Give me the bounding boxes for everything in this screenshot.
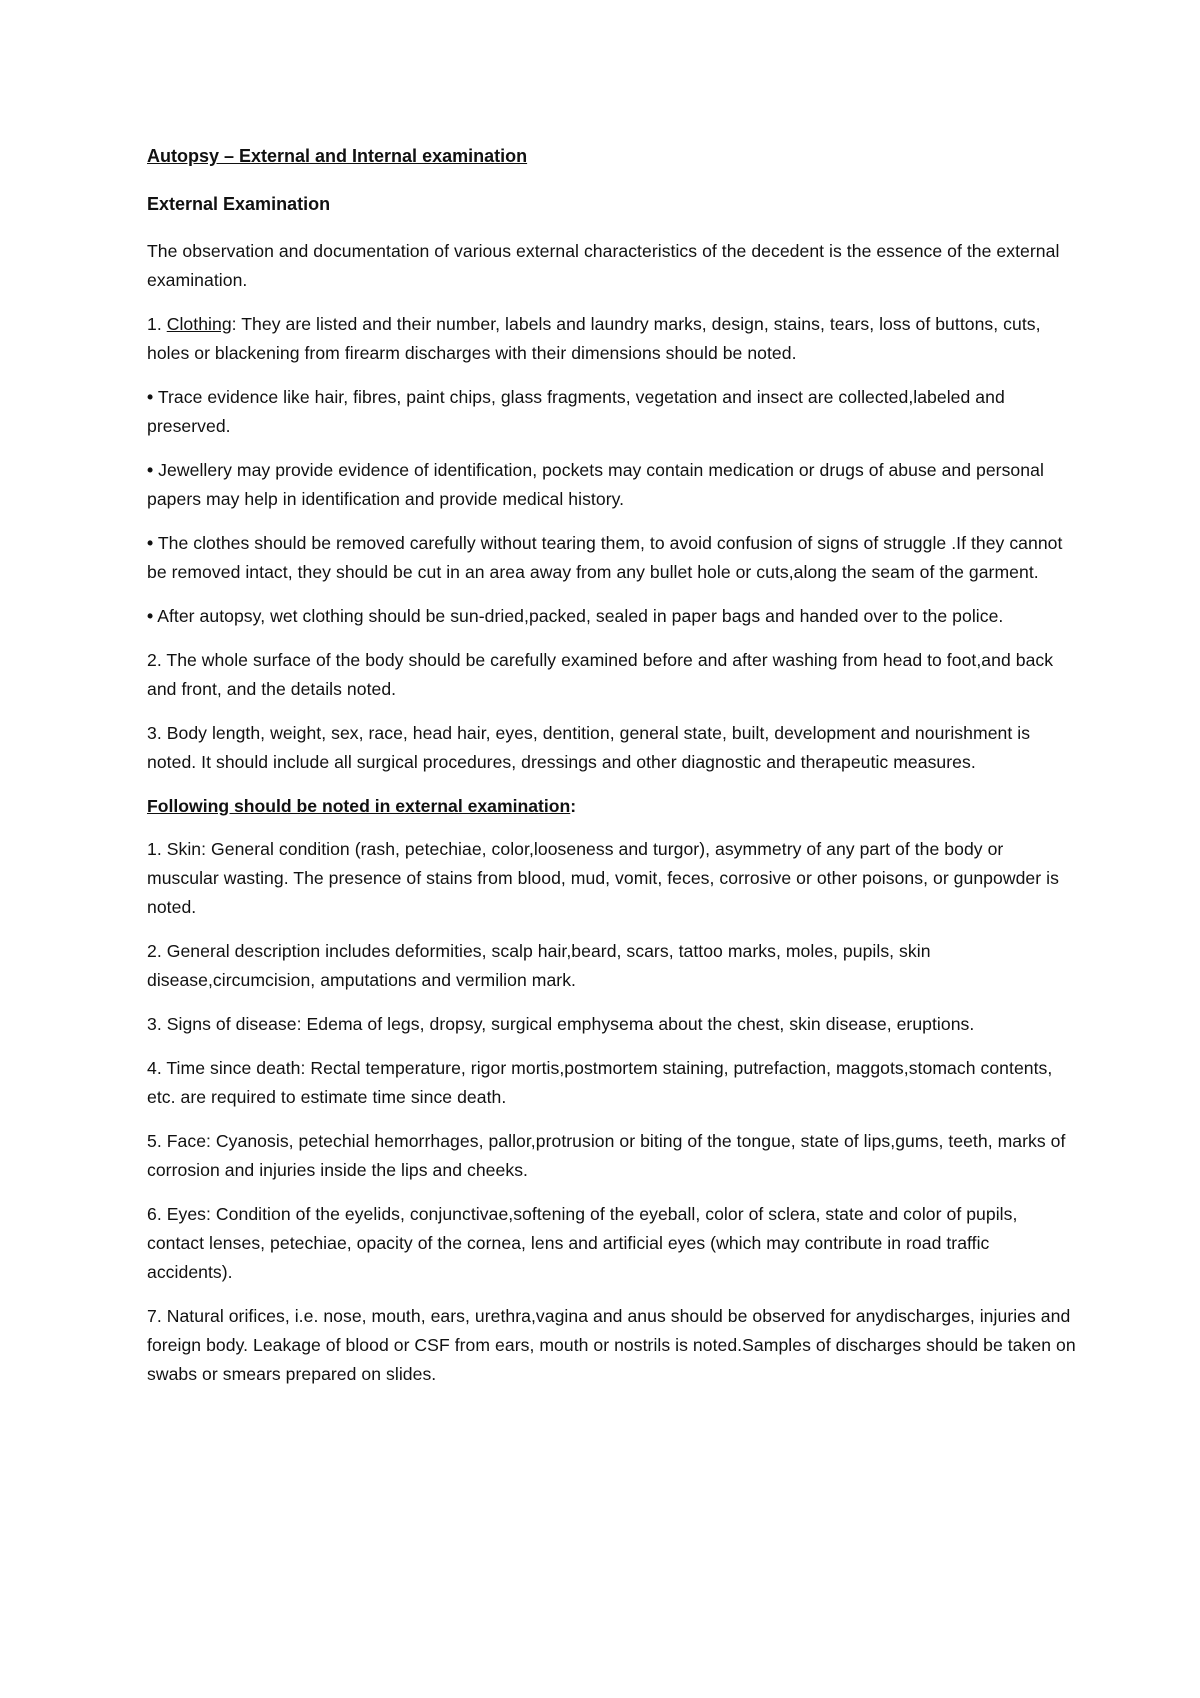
bullet-text: Trace evidence like hair, fibres, paint chips, glass fragments, vegetation and insect are collected,labeled and preserved. [147,387,1005,436]
following-heading-colon: : [570,796,577,816]
clothing-number: 1. [147,314,167,334]
clothing-text: : They are listed and their number, labels and laundry marks, design, stains, tears, loss of buttons, cuts, holes or blackening from firearm discharges with their dimensions should be noted. [147,314,1041,363]
document-page [147,143,1077,1404]
bullet-text: The clothes should be removed carefully without tearing them, to avoid confusion of signs of struggle .If they cannot be removed intact, they should be cut in an area away from any bullet hole or cuts,along the seam of the garment. [147,533,1063,582]
bullet-text: After autopsy, wet clothing should be sun-dried,packed, sealed in paper bags and handed over to the police. [157,606,1004,626]
list-item: 4. Time since death: Rectal temperature, rigor mortis,postmortem staining, putrefaction, maggots,stomach contents, etc. are required to estimate time since death. [147,1058,1053,1107]
list-item: 2. General description includes deformities, scalp hair,beard, scars, tattoo marks, moles, pupils, skin disease,circumcision, amputations and vermilion mark. [147,941,931,990]
bullet-paragraph [147,602,1077,631]
list-item: 5. Face: Cyanosis, petechial hemorrhages, pallor,protrusion or biting of the tongue, state of lips,gums, teeth, marks of corrosion and injuries inside the lips and cheeks. [147,1131,1066,1180]
bullet-text: Jewellery may provide evidence of identification, pockets may contain medication or drugs of abuse and personal papers may help in identification and provide medical history. [147,460,1044,509]
list-item: 1. Skin: General condition (rash, petechiae, color,looseness and turgor), asymmetry of any part of the body or muscular wasting. The presence of stains from blood, mud, vomit, feces, corrosive or other poisons, or gunpowder is noted. [147,839,1059,917]
list-item: 6. Eyes: Condition of the eyelids, conjunctivae,softening of the eyeball, color of sclera, state and color of pupils, contact lenses, petechiae, opacity of the cornea, lens and artificial eyes (which may contribute in road traffic accidents). [147,1204,1018,1282]
bullet-paragraph [147,529,1077,587]
following-heading-text: Following should be noted in external examination [147,796,571,816]
bullet-icon: • [147,460,154,480]
bullet-icon: • [147,533,154,553]
intro-paragraph: The observation and documentation of various external characteristics of the decedent is the essence of the external examination. [147,241,1060,290]
bullet-paragraph [147,456,1077,514]
list-item: 3. Signs of disease: Edema of legs, dropsy, surgical emphysema about the chest, skin disease, eruptions. [147,1014,975,1034]
bullet-paragraph [147,383,1077,441]
bullet-icon: • [147,606,154,626]
item-2-paragraph: 2. The whole surface of the body should be carefully examined before and after washing from head to foot,and back and front, and the details noted. [147,650,1054,699]
section-heading-external: External Examination [147,194,331,214]
list-item: 7. Natural orifices, i.e. nose, mouth, ears, urethra,vagina and anus should be observed for anydischarges, injuries and foreign body. Leakage of blood or CSF from ears, mouth or nostrils is noted.Samples of discharges should be taken on swabs or smears prepared on slides. [147,1306,1076,1384]
clothing-paragraph [147,310,1077,368]
item-3-paragraph: 3. Body length, weight, sex, race, head hair, eyes, dentition, general state, built, development and nourishment is noted. It should include all surgical procedures, dressings and other diagnostic and therapeutic measures. [147,723,1031,772]
following-heading [147,792,1077,821]
document-title: Autopsy – External and Internal examination [147,146,528,166]
bullet-icon: • [147,387,154,407]
clothing-label: Clothing [166,314,232,334]
